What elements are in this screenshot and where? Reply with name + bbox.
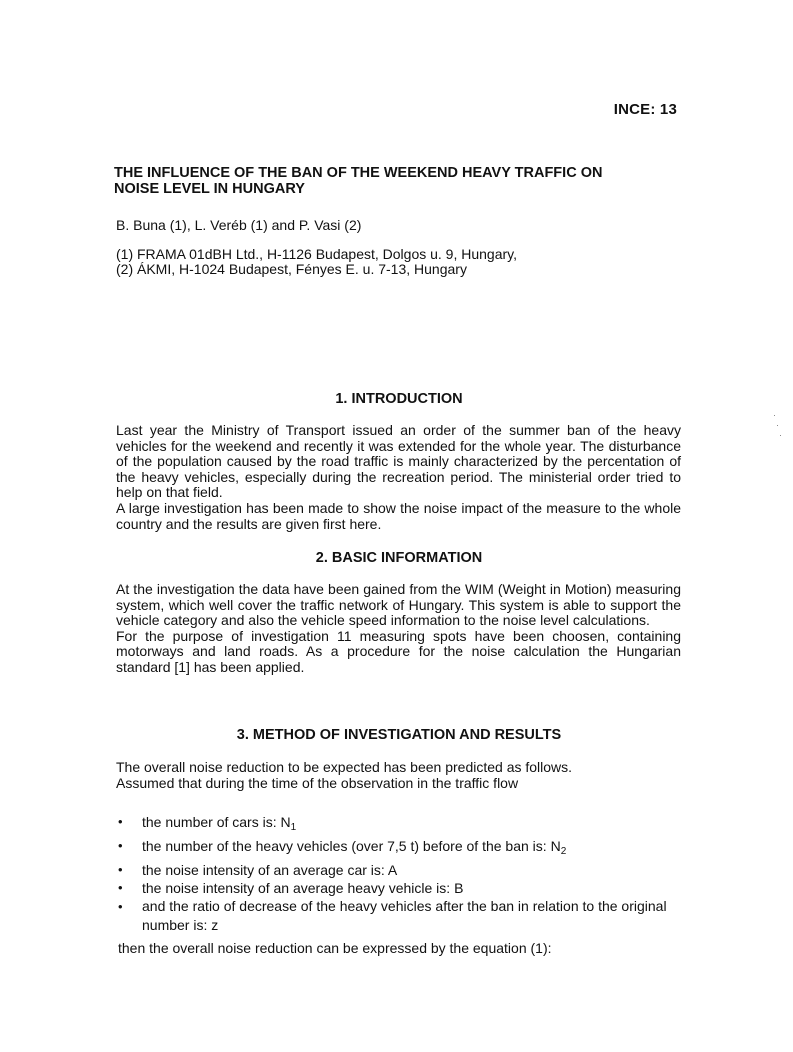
section-method-body xyxy=(116,760,681,791)
list-item: • the noise intensity of an average car is: A xyxy=(118,862,398,878)
paragraph: The overall noise reduction to be expected has been predicted as follows. xyxy=(116,759,573,775)
title-line-2: NOISE LEVEL IN HUNGARY xyxy=(114,181,305,197)
assumption-list xyxy=(116,813,686,935)
list-item: • the number of cars is: $N_1$ xyxy=(118,814,297,833)
closing-sentence: then the overall noise reduction can be expressed by the equation (1): xyxy=(118,940,552,956)
scan-speck: · xyxy=(773,410,776,420)
conference-code: INCE: 13 xyxy=(613,101,677,118)
bullet-dot: • xyxy=(118,899,123,914)
bullet-dot: • xyxy=(118,880,123,895)
section-heading-introduction: 1. INTRODUCTION xyxy=(335,391,463,407)
author-list: B. Buna (1), L. Veréb (1) and P. Vasi (2) xyxy=(116,217,362,233)
section-heading-basic-information: 2. BASIC INFORMATION xyxy=(315,550,483,566)
paragraph: Last year the Ministry of Transport issued an order of the summer ban of the heavy vehicles for the weekend and recently it was extended for the whole year. The disturbance of the population caused by the road traffic is mainly characterized by the percentation of the heavy vehicles, especially during the recreation period. The ministerial order tried to help on that field. xyxy=(116,422,681,501)
section-basic-information-body xyxy=(116,582,681,676)
paragraph: A large investigation has been made to show the noise impact of the measure to the whole country and the results are given first here. xyxy=(116,499,681,532)
paragraph: For the purpose of investigation 11 measuring spots have been choosen, containing motorways and land roads. As a procedure for the noise calculation the Hungarian standard [1] has been applied. xyxy=(116,627,681,675)
list-item: • the number of the heavy vehicles (over 7,5 t) before of the ban is: $N_2$ xyxy=(118,838,567,857)
bullet-dot: • xyxy=(118,814,123,829)
affiliations xyxy=(116,247,676,277)
title-line-1: THE INFLUENCE OF THE BAN OF THE WEEKEND HEAVY TRAFFIC ON xyxy=(114,165,603,181)
affiliation-1: (1) FRAMA 01dBH Ltd., H-1126 Budapest, Dolgos u. 9, Hungary, xyxy=(116,246,518,262)
paragraph: At the investigation the data have been gained from the WIM (Weight in Motion) measuring system, which well cover the traffic network of Hungary. This system is able to support the vehicle category and also the vehicle speed information to the noise level calculations. xyxy=(116,581,681,629)
scan-speck: · xyxy=(776,420,779,430)
list-item: • the noise intensity of an average heavy vehicle is: B xyxy=(118,880,464,896)
bullet-dot: • xyxy=(118,862,123,877)
affiliation-2: (2) ÁKMI, H-1024 Budapest, Fényes E. u. 7-13, Hungary xyxy=(116,261,467,277)
section-introduction-body xyxy=(116,423,681,532)
paragraph: Assumed that during the time of the observation in the traffic flow xyxy=(116,774,519,791)
scan-speck: · xyxy=(779,430,782,440)
bullet-dot: • xyxy=(118,838,123,853)
section-heading-method: 3. METHOD OF INVESTIGATION AND RESULTS xyxy=(236,727,562,743)
paper-title xyxy=(114,165,684,197)
list-item: • and the ratio of decrease of the heavy vehicles after the ban in relation to the original number is: z xyxy=(118,898,667,933)
